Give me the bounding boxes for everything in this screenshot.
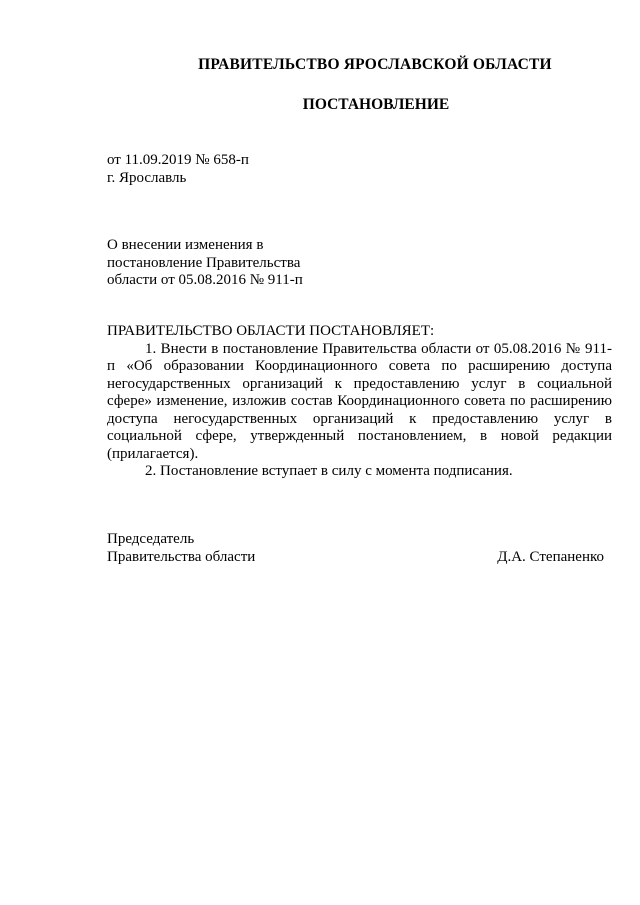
- document-meta: [107, 152, 249, 187]
- city: г. Ярославль: [107, 169, 187, 186]
- subject-line-2: постановление Правительства: [107, 254, 301, 271]
- document-type-title: ПОСТАНОВЛЕНИЕ: [302, 96, 450, 113]
- signer-name: Д.А. Степаненко: [497, 548, 604, 565]
- subject-line-3: области от 05.08.2016 № 911-п: [107, 272, 303, 288]
- paragraph-item-1: 1. Внести в постановление Правительства области от 05.08.2016 № 911-п «Об образовании Координационного совета по расширению доступа негосударственных организаций к предоставлению услуг в социальной сфере» изменение, изложив состав Координационного совета по расширению доступа негосударственных организаций к предоставлению услуг в социальной сфере, утвержденный постановлением, в новой редакции (прилагается).: [107, 340, 612, 462]
- decree-heading: ПРАВИТЕЛЬСТВО ОБЛАСТИ ПОСТАНОВЛЯЕТ:: [107, 323, 435, 339]
- government-title: ПРАВИТЕЛЬСТВО ЯРОСЛАВСКОЙ ОБЛАСТИ: [198, 56, 552, 73]
- document-body: [107, 323, 612, 481]
- date-number: от 11.09.2019 № 658-п: [107, 152, 249, 168]
- signer-title-line-1: Председатель: [107, 531, 195, 547]
- signature-row: [107, 549, 604, 567]
- subject-line-1: О внесении изменения в: [107, 237, 264, 253]
- paragraph-item-2: 2. Постановление вступает в силу с момента подписания.: [145, 463, 513, 479]
- signature-block: [107, 531, 604, 566]
- signer-title-line-2: Правительства области: [107, 548, 256, 565]
- document-subject: [107, 237, 303, 290]
